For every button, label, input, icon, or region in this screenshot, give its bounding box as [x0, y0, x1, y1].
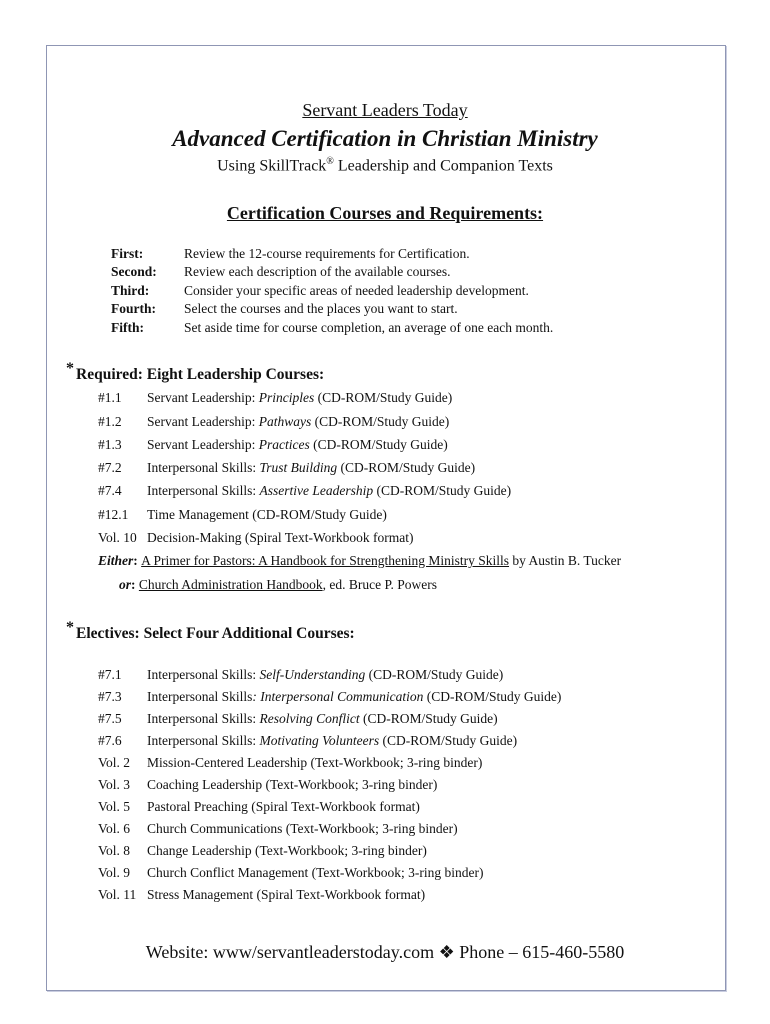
diamond-separator-icon: ❖ — [438, 942, 455, 962]
course-title: Interpersonal Skills: Assertive Leadership (CD-ROM/Study Guide) — [147, 483, 512, 498]
course-code: Vol. 8 — [98, 843, 131, 858]
asterisk-icon: * — [66, 360, 74, 377]
course-code: #7.4 — [98, 483, 122, 498]
course-code: #7.2 — [98, 460, 122, 475]
or-option: or: Church Administration Handbook, ed. Bruce P. Powers — [119, 577, 437, 592]
electives-heading: * Electives: Select Four Additional Courses: — [66, 619, 355, 642]
required-heading: * Required: Eight Leadership Courses: — [66, 360, 325, 383]
either-option: Either: A Primer for Pastors: A Handbook for Strengthening Ministry Skills by Austin B. Tucker — [98, 553, 622, 568]
course-code: #1.1 — [98, 390, 122, 405]
step-text: Review the 12-course requirements for Certification. — [184, 246, 470, 261]
course-code: Vol. 2 — [98, 755, 131, 770]
asterisk-icon: * — [66, 619, 74, 636]
course-title: Servant Leadership: Principles (CD-ROM/Study Guide) — [147, 390, 453, 405]
course-code: Vol. 3 — [98, 777, 131, 792]
course-title: Coaching Leadership (Text-Workbook; 3-ring binder) — [147, 777, 438, 792]
or-book-title: Church Administration Handbook — [138, 577, 323, 592]
course-code: Vol. 5 — [98, 799, 131, 814]
course-code: #7.1 — [98, 667, 122, 682]
course-title: Servant Leadership: Pathways (CD-ROM/Study Guide) — [147, 414, 450, 429]
website-link[interactable]: Website: www/servantleaderstoday.com — [145, 942, 435, 962]
course-code: #1.3 — [98, 437, 122, 452]
course-code: Vol. 9 — [98, 865, 131, 880]
organization-name: Servant Leaders Today — [302, 100, 468, 120]
registered-mark: ® — [326, 156, 334, 167]
course-code: #12.1 — [98, 507, 129, 522]
course-code: #7.6 — [98, 733, 122, 748]
requirements-heading: Certification Courses and Requirements: — [226, 203, 544, 223]
course-title: Pastoral Preaching (Spiral Text-Workbook format) — [147, 799, 420, 814]
course-title: Interpersonal Skills: Interpersonal Communication (CD-ROM/Study Guide) — [147, 689, 562, 704]
course-title: Stress Management (Spiral Text-Workbook format) — [147, 887, 426, 902]
step-label: Third: — [111, 283, 150, 298]
course-title: Change Leadership (Text-Workbook; 3-ring binder) — [147, 843, 427, 858]
course-title: Interpersonal Skills: Self-Understanding (CD-ROM/Study Guide) — [147, 667, 504, 682]
course-title: Church Communications (Text-Workbook; 3-ring binder) — [147, 821, 458, 836]
step-label: Fifth: — [111, 320, 144, 335]
course-title: Interpersonal Skills: Motivating Volunteers (CD-ROM/Study Guide) — [147, 733, 518, 748]
either-book-title: A Primer for Pastors: A Handbook for Strengthening Ministry Skills — [141, 553, 510, 568]
course-code: Vol. 11 — [98, 887, 137, 902]
step-label: First: — [111, 246, 144, 261]
step-text: Set aside time for course completion, an average of one each month. — [184, 320, 554, 335]
course-title: Interpersonal Skills: Resolving Conflict (CD-ROM/Study Guide) — [147, 711, 498, 726]
step-label: Second: — [111, 264, 157, 279]
course-title: Time Management (CD-ROM/Study Guide) — [147, 507, 387, 522]
course-title: Interpersonal Skills: Trust Building (CD-ROM/Study Guide) — [147, 460, 476, 475]
course-code: #7.5 — [98, 711, 122, 726]
step-text: Select the courses and the places you want to start. — [184, 301, 458, 316]
step-text: Review each description of the available courses. — [184, 264, 451, 279]
course-title: Church Conflict Management (Text-Workbook; 3-ring binder) — [147, 865, 484, 880]
course-title: Servant Leadership: Practices (CD-ROM/Study Guide) — [147, 437, 448, 452]
footer-contact — [0, 942, 770, 963]
document-subtitle: Using SkillTrack® Leadership and Companion Texts — [217, 156, 553, 175]
step-label: Fourth: — [111, 301, 156, 316]
course-code: #1.2 — [98, 414, 122, 429]
course-code: #7.3 — [98, 689, 122, 704]
course-code: Vol. 6 — [98, 821, 131, 836]
step-text: Consider your specific areas of needed leadership development. — [184, 283, 529, 298]
course-title: Mission-Centered Leadership (Text-Workbook; 3-ring binder) — [147, 755, 483, 770]
course-code: Vol. 10 — [98, 530, 137, 545]
phone-number: Phone – 615-460-5580 — [459, 942, 625, 962]
document-title: Advanced Certification in Christian Ministry — [172, 126, 598, 151]
course-title: Decision-Making (Spiral Text-Workbook format) — [147, 530, 414, 545]
